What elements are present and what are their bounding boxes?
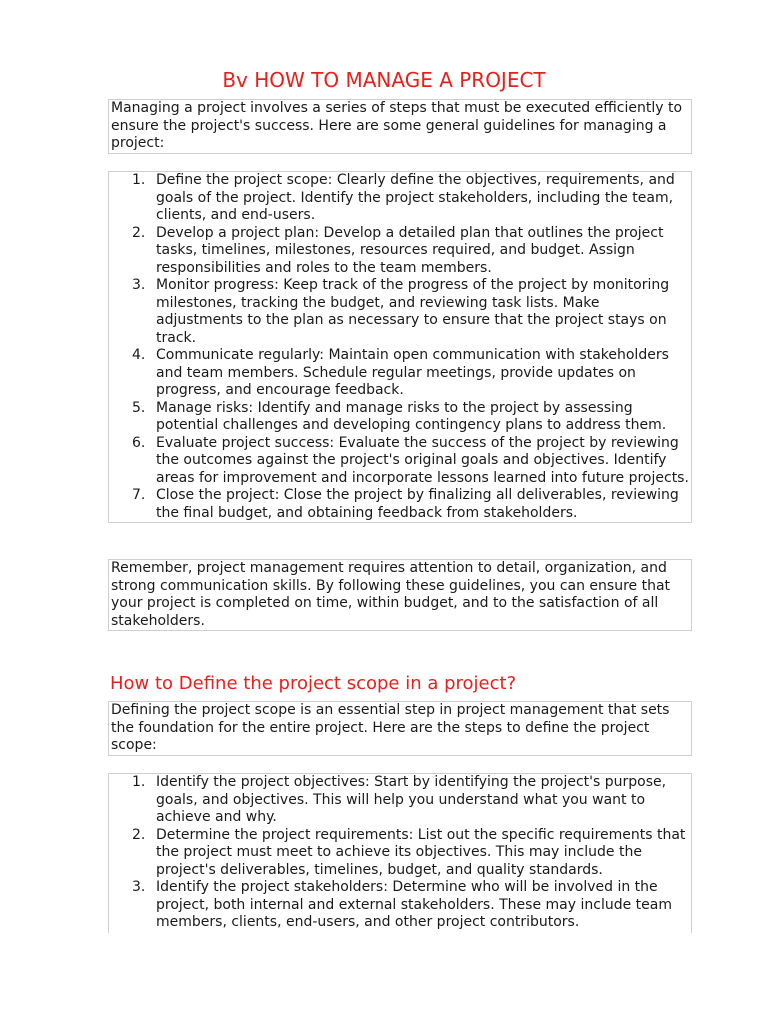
- list-item: [109, 435, 691, 488]
- steps-list: [108, 171, 692, 523]
- list-number: 4.: [132, 347, 146, 363]
- list-number: 3.: [132, 277, 146, 293]
- scope-steps-list: [108, 773, 692, 933]
- list-number: 5.: [132, 399, 146, 416]
- list-number: 2.: [132, 224, 146, 241]
- list-number: 2.: [132, 826, 146, 843]
- list-item-text: Define the project scope: Clearly define the objectives, requirements, and goals of the project. Identify the project stakeholders, including the team, clients, and end-users.: [156, 172, 675, 223]
- list-item: [109, 347, 691, 400]
- list-item-text: Manage risks: Identify and manage risks to the project by assessing potential challenges and developing contingency plans to address them.: [156, 399, 667, 433]
- section-intro-box: [108, 701, 692, 756]
- list-item-text: Close the project: Close the project by finalizing all deliverables, reviewing the final budget, and obtaining feedback from stakeholders.: [156, 487, 679, 521]
- intro-paragraph: Managing a project involves a series of steps that must be executed efficiently to ensure the project's success. Here are some general guidelines for managing a project:: [111, 100, 683, 151]
- list-number: 1.: [132, 172, 146, 188]
- list-item-text: Develop a project plan: Develop a detailed plan that outlines the project tasks, timelines, milestones, resources required, and budget. Assign responsibilities and roles to the team members.: [156, 224, 664, 276]
- conclusion-paragraph-box: [108, 559, 692, 631]
- list-item: [109, 774, 691, 827]
- list-item: [109, 879, 691, 932]
- list-number: 7.: [132, 487, 146, 503]
- list-item: [109, 487, 691, 522]
- list-item-text: Evaluate project success: Evaluate the success of the project by reviewing the outcomes against the project's original goals and objectives. Identify areas for improvement and incorporate lessons learned into future projects.: [156, 434, 689, 486]
- list-item: [109, 827, 691, 880]
- list-item-text: Monitor progress: Keep track of the progress of the project by monitoring milestones, tracking the budget, and reviewing task lists. Make adjustments to the plan as necessary to ensure that the project stays on track.: [156, 277, 670, 346]
- list-number: 6.: [132, 434, 146, 451]
- intro-paragraph-box: [108, 99, 692, 154]
- list-item-text: Determine the project requirements: List out the specific requirements that the project must meet to achieve its objectives. This may include the project's deliverables, timelines, budget, and quality standards.: [156, 826, 686, 878]
- conclusion-paragraph: Remember, project management requires attention to detail, organization, and strong communication skills. By following these guidelines, you can ensure that your project is completed on time, within budget, and to the satisfaction of all stakeholders.: [111, 560, 671, 629]
- section-heading: How to Define the project scope in a project?: [110, 673, 517, 694]
- list-item: [109, 172, 691, 225]
- section-intro-paragraph: Defining the project scope is an essential step in project management that sets the foundation for the entire project. Here are the steps to define the project scope:: [111, 702, 670, 753]
- list-item: [109, 277, 691, 347]
- list-item-text: Communicate regularly: Maintain open communication with stakeholders and team members. Schedule regular meetings, provide updates on progress, and encourage feedback.: [156, 347, 669, 398]
- list-item-text: Identify the project stakeholders: Determine who will be involved in the project, both internal and external stakeholders. These may include team members, clients, end-users, and other project contributors.: [156, 879, 672, 930]
- list-item: [109, 225, 691, 278]
- list-item-text: Identify the project objectives: Start by identifying the project's purpose, goals, and objectives. This will help you understand what you want to achieve and why.: [156, 774, 667, 825]
- list-item: [109, 400, 691, 435]
- page-title: Bv HOW TO MANAGE A PROJECT: [222, 68, 546, 92]
- list-number: 3.: [132, 879, 146, 895]
- list-number: 1.: [132, 774, 146, 790]
